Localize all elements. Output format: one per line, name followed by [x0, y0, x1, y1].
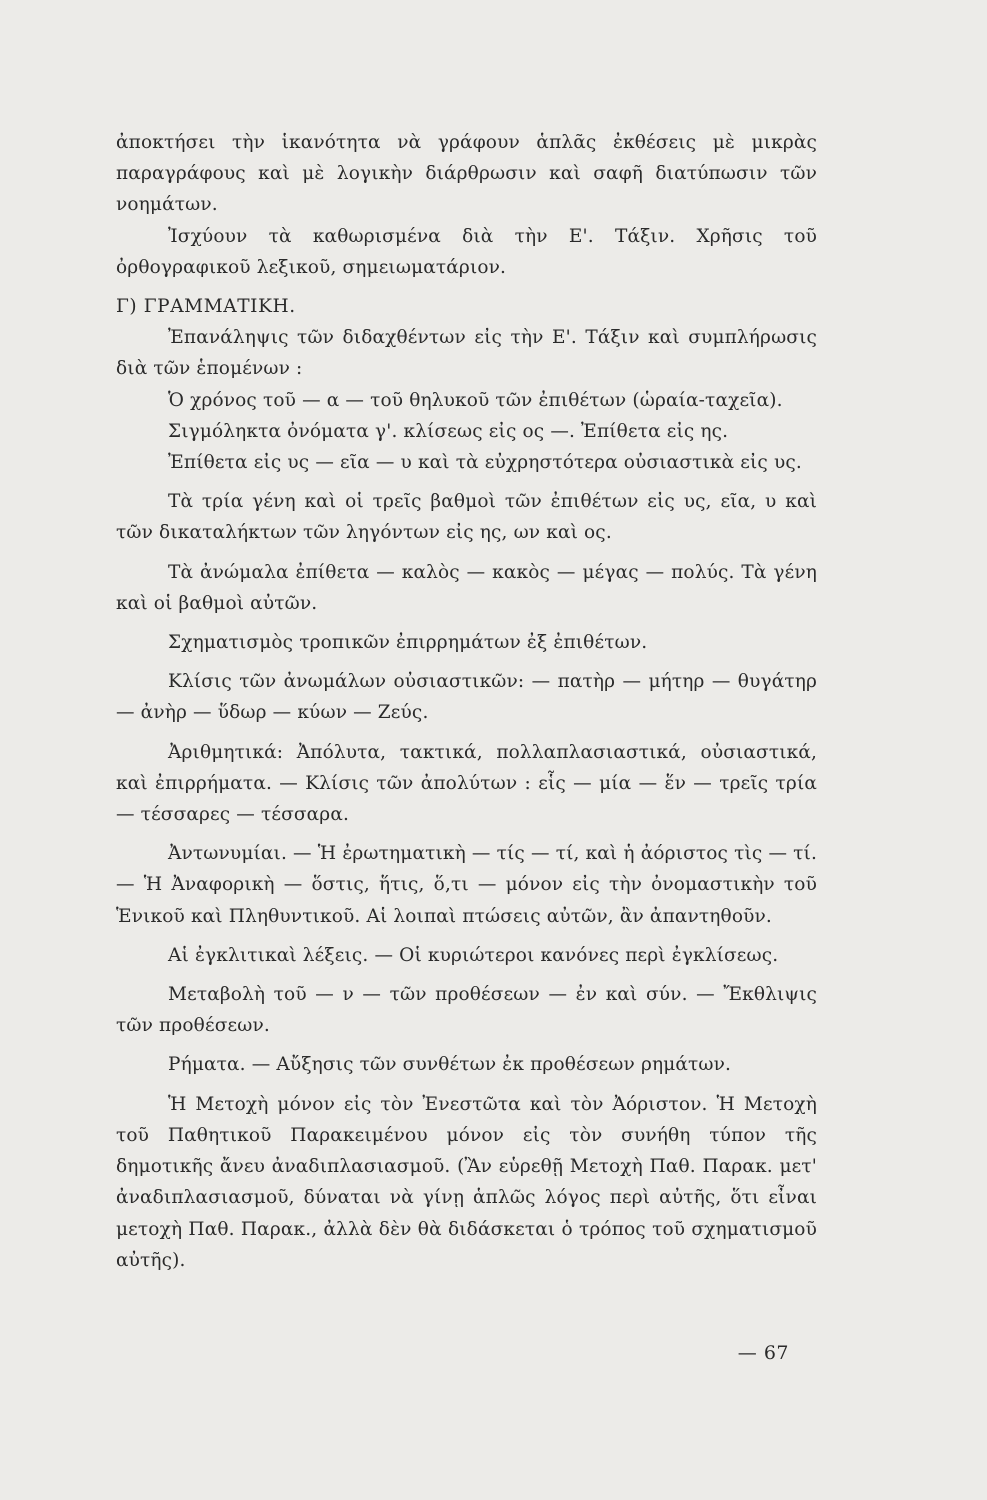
body-text: [116, 127, 817, 1276]
paragraph-5: Σιγμόληκτα ὀνόματα γ'. κλίσεως εἰς ος —. Ἐπίθετα εἰς ης.: [168, 420, 729, 442]
paragraph-14: Μεταβολὴ τοῦ — ν — τῶν προθέσεων — ἐν καὶ σύν. — Ἔκθλιψις τῶν προθέσεων.: [116, 984, 817, 1037]
paragraph-6: Ἐπίθετα εἰς υς — εῖα — υ καὶ τὰ εὐχρηστότερα οὐσιαστικὰ εἰς υς.: [168, 452, 802, 474]
paragraph-3: Ἐπανάληψις τῶν διδαχθέντων εἰς τὴν Ε'. Τάξιν καὶ συμπλήρωσις διὰ τῶν ἑπομένων :: [116, 327, 817, 380]
paragraph-10: Κλίσις τῶν ἀνωμάλων οὐσιαστικῶν: — πατὴρ — μήτηρ — θυγάτηρ — ἀνὴρ — ὕδωρ — κύων — Ζεύς.: [116, 671, 817, 724]
paragraph-2: Ἰσχύουν τὰ καθωρισμένα διὰ τὴν Ε'. Τάξιν. Χρῆσις τοῦ ὀρθογραφικοῦ λεξικοῦ, σημειωματάριον.: [116, 225, 817, 278]
paragraph-16: Ἡ Μετοχὴ μόνον εἰς τὸν Ἐνεστῶτα καὶ τὸν Ἀόριστον. Ἡ Μετοχὴ τοῦ Παθητικοῦ Παρακειμένου μόνον εἰς τὸν συνήθη τύπον τῆς δημοτικῆς ἄνευ ἀναδιπλασιασμοῦ. (Ἂν εὑρεθῇ Μετοχὴ Παθ. Παρακ. μετ' ἀναδιπλασιασμοῦ, δύναται νὰ γίνῃ ἁπλῶς λόγος περὶ αὐτῆς, ὅτι εἶναι μετοχὴ Παθ. Παρακ., ἀλλὰ δὲν θὰ διδάσκεται ὁ τρόπος τοῦ σχηματισμοῦ αὐτῆς).: [116, 1093, 817, 1271]
paragraph-9: Σχηματισμὸς τροπικῶν ἐπιρρημάτων ἐξ ἐπιθέτων.: [168, 632, 648, 654]
paragraph-7: Τὰ τρία γένη καὶ οἱ τρεῖς βαθμοὶ τῶν ἐπιθέτων εἰς υς, εῖα, υ καὶ τῶν δικαταλήκτων τῶν ληγόντων εἰς ης, ων καὶ ος.: [116, 491, 817, 544]
paragraph-12: Ἀντωνυμίαι. — Ἡ ἐρωτηματικὴ — τίς — τί, καὶ ἡ ἀόριστος τὶς — τί. — Ἡ Ἀναφορικὴ — ὅστις, ἥτις, ὅ,τι — μόνον εἰς τὴν ὀνομαστικὴν τοῦ Ἑνικοῦ καὶ Πληθυντικοῦ. Αἱ λοιπαὶ πτώσεις αὐτῶν, ἂν ἀπαντηθοῦν.: [116, 843, 817, 927]
page-number: — 67: [737, 1342, 789, 1364]
paragraph-1: ἀποκτήσει τὴν ἱκανότητα νὰ γράφουν ἁπλᾶς ἐκθέσεις μὲ μικρὰς παραγράφους καὶ μὲ λογικὴν διάρθρωσιν καὶ σαφῆ διατύπωσιν τῶν νοημάτων.: [116, 132, 817, 216]
paragraph-4: Ὁ χρόνος τοῦ — α — τοῦ θηλυκοῦ τῶν ἐπιθέτων (ὡραία-ταχεῖα).: [168, 389, 783, 411]
section-heading-grammar: Γ) ΓΡΑΜΜΑΤΙΚΗ.: [116, 296, 296, 318]
paragraph-15: Ρήματα. — Αὔξησις τῶν συνθέτων ἐκ προθέσεων ρημάτων.: [168, 1054, 732, 1076]
paragraph-11: Ἀριθμητικά: Ἀπόλυτα, τακτικά, πολλαπλασιαστικά, οὐσιαστικά, καὶ ἐπιρρήματα. — Κλίσις τῶν ἀπολύτων : εἷς — μία — ἕν — τρεῖς τρία — τέσσαρες — τέσσαρα.: [116, 741, 817, 826]
paragraph-8: Τὰ ἀνώμαλα ἐπίθετα — καλὸς — κακὸς — μέγας — πολύς. Τὰ γένη καὶ οἱ βαθμοὶ αὐτῶν.: [116, 561, 817, 614]
paragraph-13: Αἱ ἐγκλιτικαὶ λέξεις. — Οἱ κυριώτεροι κανόνες περὶ ἐγκλίσεως.: [168, 944, 779, 966]
